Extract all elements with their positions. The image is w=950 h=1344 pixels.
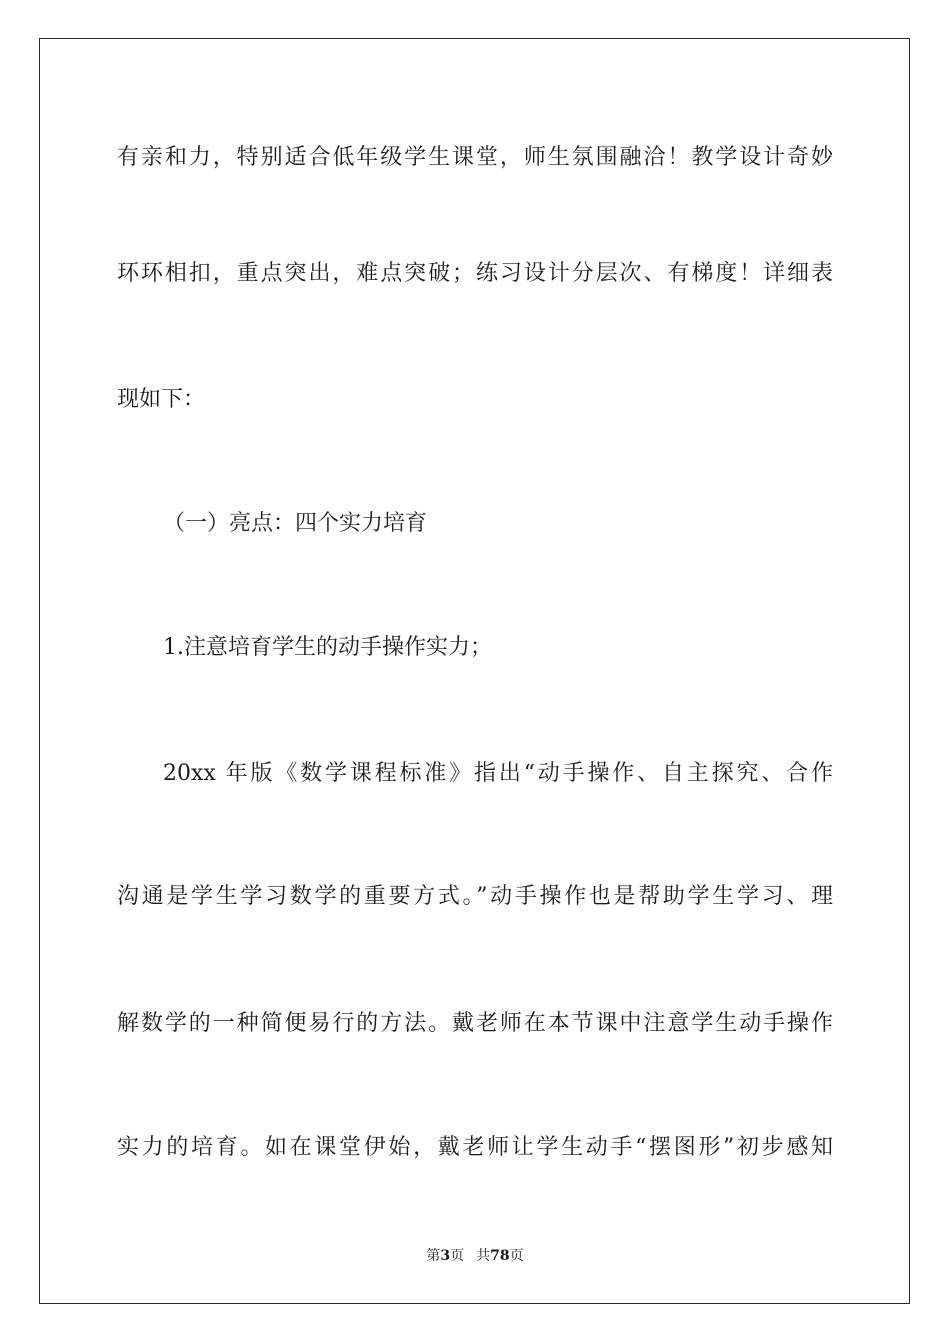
footer-total-pages: 78 <box>490 1248 510 1264</box>
paragraph-line-4: 实力的培育。如在课堂伊始，戴老师让学生动手“摆图形”初步感知 <box>117 1135 833 1160</box>
page-footer <box>0 1246 950 1266</box>
footer-page-number: 3 <box>440 1248 451 1264</box>
page-border <box>39 38 910 1304</box>
body-line-2: 环环相扣，重点突出，难点突破；练习设计分层次、有梯度！详细表 <box>117 261 833 286</box>
footer-total-prefix: 共 <box>476 1248 491 1264</box>
footer-page-suffix: 页 <box>450 1248 465 1264</box>
paragraph-line-3: 解数学的一种简便易行的方法。戴老师在本节课中注意学生动手操作 <box>117 1011 833 1036</box>
body-line-3: 现如下： <box>117 387 206 412</box>
footer-total-suffix: 页 <box>509 1248 524 1264</box>
section-heading: （一）亮点：四个实力培育 <box>163 511 428 536</box>
paragraph-line-2: 沟通是学生学习数学的重要方式。”动手操作也是帮助学生学习、理 <box>117 884 833 909</box>
body-line-1: 有亲和力，特别适合低年级学生课堂，师生氛围融洽！教学设计奇妙 <box>117 145 833 170</box>
paragraph-line-1: 20xx 年版《数学课程标准》指出“动手操作、自主探究、合作 <box>163 761 833 786</box>
list-item-1: 1.注意培育学生的动手操作实力； <box>163 635 492 660</box>
footer-page-prefix: 第 <box>426 1248 441 1264</box>
